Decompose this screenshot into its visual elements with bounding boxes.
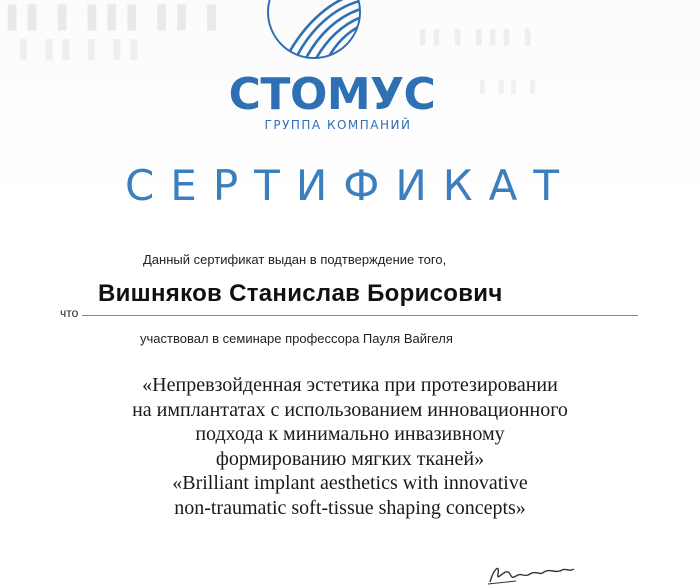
seminar-title-ru-line: «Непревзойденная эстетика при протезировании [142, 374, 558, 396]
signature-fragment [486, 560, 576, 585]
seminar-title-en-line: «Brilliant implant aesthetics with innovative [172, 472, 528, 494]
participation-text: участвовал в семинаре профессора Пауля Вайгеля [140, 331, 453, 346]
bleed-through-texture: ▌▌ ▌ ▌▌▌ ▌▌ ▌ [8, 6, 228, 31]
bleed-through-texture: ▌ ▌▌ ▌ ▌▌ [20, 40, 148, 61]
recipient-row [60, 280, 620, 320]
name-prefix: что [60, 306, 79, 320]
seminar-title-ru-line: формированию мягких тканей» [215, 447, 485, 470]
bleed-through-texture: ▌▌ ▌ ▌▌▌ ▌ [420, 30, 539, 46]
seminar-title-ru-line: на имплантатах с использованием инновационного [132, 398, 568, 421]
company-name: СТОМУС [228, 69, 436, 120]
name-underline [82, 315, 638, 316]
seminar-title-block [20, 373, 680, 520]
bleed-through-texture: ▌ ▌▌ ▌ [480, 80, 543, 94]
seminar-title-ru-line: подхода к минимально инвазивному [195, 423, 505, 445]
recipient-name: Вишняков Станислав Борисович [98, 280, 503, 307]
company-subtitle: ГРУППА КОМПАНИЙ [264, 118, 412, 132]
globe-logo-icon [264, 0, 364, 62]
company-logo [208, 0, 448, 140]
seminar-title-en-line: non-traumatic soft-tissue shaping concepts» [174, 496, 526, 519]
certificate-title: СЕРТИФИКАТ [124, 161, 576, 210]
intro-text: Данный сертификат выдан в подтверждение того, [143, 252, 447, 267]
